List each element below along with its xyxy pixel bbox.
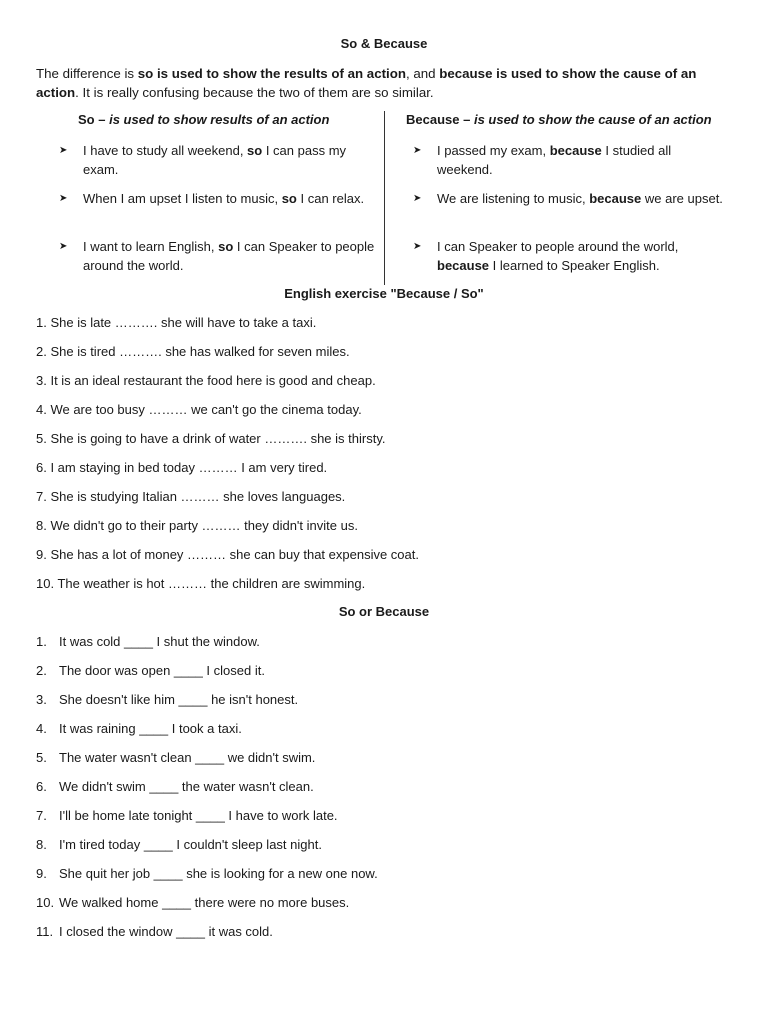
- exercise2-item: [36, 836, 322, 854]
- item-number: 9.: [36, 866, 47, 881]
- because-example-text: I learned to Speaker English.: [489, 258, 660, 273]
- arrow-bullet-icon: ➤: [413, 145, 422, 156]
- so-example-text: I want to learn English,: [83, 239, 219, 254]
- because-example-text: I passed my exam,: [437, 143, 550, 158]
- arrow-bullet-icon: ➤: [59, 145, 68, 156]
- arrow-bullet-icon: ➤: [413, 241, 422, 252]
- intro-text: The difference is: [36, 66, 138, 81]
- exercise2-title: So or Because: [338, 604, 430, 619]
- because-example-item: [413, 237, 727, 275]
- item-text: The door was open ____ I closed it.: [59, 663, 265, 678]
- item-number: 2.: [36, 663, 47, 678]
- exercise1-item: 5. She is going to have a drink of water ………. she is thirsty.: [36, 431, 386, 446]
- item-number: 4.: [36, 721, 47, 736]
- because-column-header: [406, 112, 712, 127]
- so-example-item: [59, 237, 378, 275]
- so-example-text: When I am upset I listen to music,: [83, 191, 282, 206]
- exercise1-title: English exercise "Because / So": [284, 286, 484, 301]
- item-number: 11.: [36, 924, 54, 939]
- item-text: I'll be home late tonight ____ I have to work late.: [59, 808, 338, 823]
- item-number: 8.: [36, 837, 47, 852]
- so-head-word: So: [78, 112, 95, 127]
- exercise1-item: 2. She is tired ………. she has walked for seven miles.: [36, 344, 350, 359]
- exercise2-item: [36, 807, 338, 825]
- exercise1-item: 10. The weather is hot ……… the children are swimming.: [36, 576, 366, 591]
- so-example-item: [59, 141, 378, 179]
- item-number: 6.: [36, 779, 47, 794]
- arrow-bullet-icon: ➤: [59, 193, 68, 204]
- exercise1-item: 6. I am staying in bed today ……… I am very tired.: [36, 460, 328, 475]
- exercise2-item: [36, 865, 378, 883]
- item-text: I closed the window ____ it was cold.: [59, 924, 273, 939]
- item-number: 3.: [36, 692, 47, 707]
- item-text: She doesn't like him ____ he isn't honest.: [59, 692, 299, 707]
- exercise2-item: [36, 749, 315, 767]
- so-head-dash: –: [94, 112, 110, 127]
- item-text: We walked home ____ there were no more buses.: [59, 895, 350, 910]
- exercise2-item: [36, 633, 260, 651]
- so-example-text: I have to study all weekend,: [83, 143, 248, 158]
- so-keyword: so: [247, 143, 263, 158]
- item-text: We didn't swim ____ the water wasn't clean.: [59, 779, 314, 794]
- exercise2-item: [36, 691, 298, 709]
- intro-bold-because: because is used to show the cause of an action: [36, 66, 697, 100]
- because-head-dash: –: [459, 112, 474, 127]
- so-example-text: I can pass my exam.: [83, 143, 347, 177]
- so-head-desc: is used to show results of an action: [109, 112, 330, 127]
- exercise2-item: [36, 778, 314, 796]
- intro-paragraph: [36, 64, 736, 102]
- exercise2-item: [36, 720, 242, 738]
- because-example-text: we are upset.: [641, 191, 723, 206]
- item-text: She quit her job ____ she is looking for a new one now.: [59, 866, 378, 881]
- column-divider: [384, 111, 385, 285]
- item-text: The water wasn't clean ____ we didn't swim.: [59, 750, 316, 765]
- item-number: 10.: [36, 895, 55, 910]
- arrow-bullet-icon: ➤: [59, 241, 68, 252]
- because-keyword: because: [589, 191, 642, 206]
- exercise1-item: 7. She is studying Italian ……… she loves languages.: [36, 489, 346, 504]
- because-head-word: Because: [406, 112, 460, 127]
- so-example-text: I can Speaker to people around the world.: [83, 239, 375, 273]
- intro-text: , and: [405, 66, 440, 81]
- exercise1-item: 9. She has a lot of money ……… she can buy that expensive coat.: [36, 547, 419, 562]
- exercise2-item: [36, 894, 349, 912]
- page-title: So & Because: [340, 36, 428, 51]
- item-number: 5.: [36, 750, 47, 765]
- because-example-item: [413, 141, 727, 179]
- arrow-bullet-icon: ➤: [413, 193, 422, 204]
- exercise2-item: [36, 662, 265, 680]
- because-keyword: because: [549, 143, 602, 158]
- because-example-text: I studied all weekend.: [437, 143, 672, 177]
- because-example-item: [413, 189, 727, 208]
- item-number: 7.: [36, 808, 47, 823]
- so-keyword: so: [281, 191, 297, 206]
- exercise2-item: [36, 923, 273, 941]
- so-keyword: so: [218, 239, 234, 254]
- because-head-desc: is used to show the cause of an action: [473, 112, 712, 127]
- because-example-text: We are listening to music,: [437, 191, 590, 206]
- because-example-text: I can Speaker to people around the world,: [437, 239, 679, 254]
- item-text: I'm tired today ____ I couldn't sleep last night.: [59, 837, 322, 852]
- exercise1-item: 8. We didn't go to their party ……… they didn't invite us.: [36, 518, 358, 533]
- item-number: 1.: [36, 634, 47, 649]
- exercise1-item: 3. It is an ideal restaurant the food here is good and cheap.: [36, 373, 376, 388]
- so-example-item: [59, 189, 378, 208]
- intro-text: . It is really confusing because the two of them are so similar.: [75, 85, 434, 100]
- so-column-header: [78, 112, 329, 127]
- because-keyword: because: [437, 258, 490, 273]
- item-text: It was cold ____ I shut the window.: [59, 634, 260, 649]
- item-text: It was raining ____ I took a taxi.: [59, 721, 242, 736]
- exercise1-item: 1. She is late ………. she will have to take a taxi.: [36, 315, 317, 330]
- exercise1-item: 4. We are too busy ……… we can't go the cinema today.: [36, 402, 362, 417]
- intro-bold-so: so is used to show the results of an action: [137, 66, 406, 81]
- so-example-text: I can relax.: [296, 191, 365, 206]
